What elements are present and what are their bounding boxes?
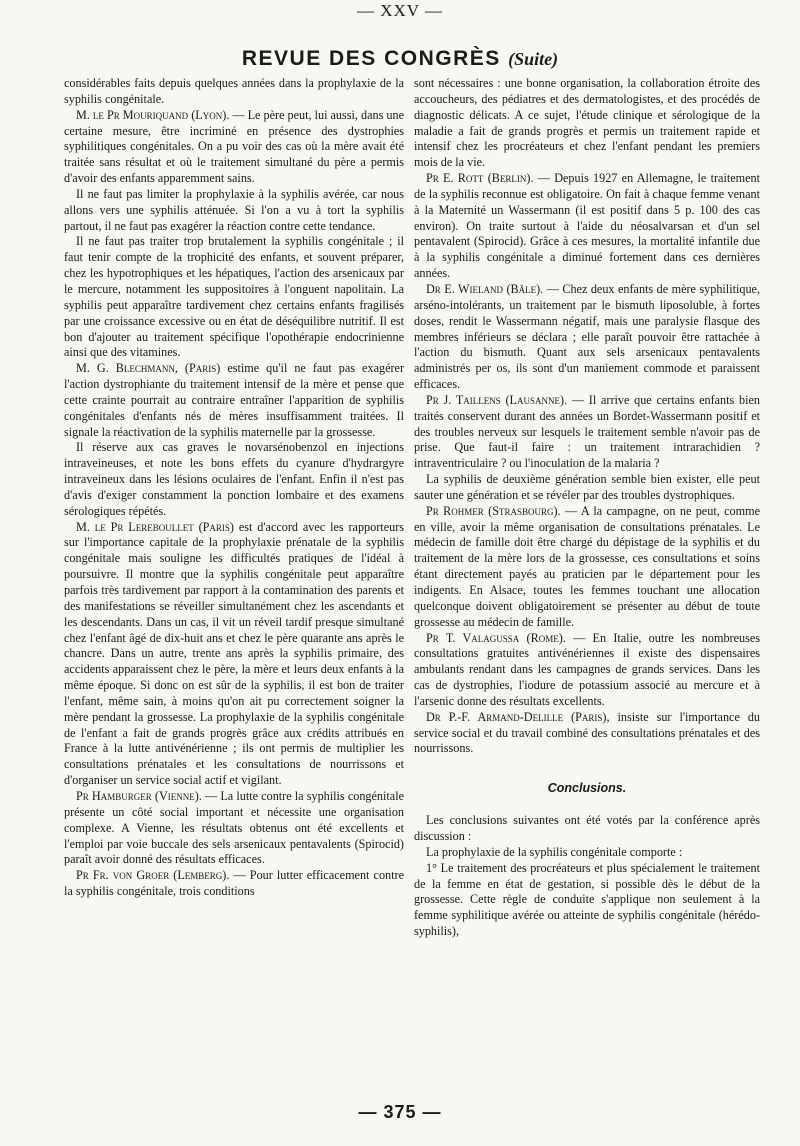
- paragraph: Il ne faut pas traiter trop brutalement la syphilis congénitale ; il faut tenir compte de la trophicité des enfants, et souvent préparer, chez les hypotrophiques et les hépatiques, l'action des arsenicaux par le mercure, notamment les suppositoires à l'onguent napolitain. La syphilis peut apparaître tardivement chez certains enfants fragilisés par une croissance excessive ou en état de déséquilibre nutritif. Il est bon d'ajouter au traitement spécifique l'opothérapie endocrinienne ainsi que des vitamines.: [64, 234, 404, 360]
- paragraph: Pr Fr. von Groer (Lemberg). — Pour lutter efficacement contre la syphilis congénitale, trois conditions: [64, 868, 404, 899]
- paragraph: M. le Pr Lereboullet (Paris) est d'accord avec les rapporteurs sur l'importance capitale de la prophylaxie prénatale de la syphilis congénitale mais souligne les difficultés pratiques de l'idéal à poursuivre. Il montre que la syphilis congénitale peut apparaître parfois très tardivement par rapport à la contamination des parents et des manifestations se réveiller simultanément chez les ascendants et les descendants. Dans un cas, il vit un réveil tardif presque simultané chez l'enfant âgé de dix-huit ans et chez le père quarante ans après le chancre. Dans un autre, trente ans après la syphilis primaire, des accidents apparaissent chez le père, la mère et leurs deux enfants à la même époque. Si donc on est sûr de la syphilis, il est bon de traiter l'enfant, même sain, à moins qu'on ait pu correctement soigner la mère pendant la grossesse. La prophylaxie de la syphilis congénitale de l'enfant a fait de grands progrès grâce aux crédits attribués en France à la lutte antivénérienne ; ils ont permis de multiplier les consultations prénatales et les consultations de nourrissons et d'organiser un service social actif et vigilant.: [64, 519, 404, 788]
- right-column: [414, 76, 760, 940]
- paragraph: Pr T. Valagussa (Rome). — En Italie, outre les nombreuses consultations gratuites antivénériennes il existe des dispensaires ambulants rendant dans les campagnes de grands services. Dans les cas de dystrophies, l'iodure de potassium associé au mercure et à l'arsenic donne des résultats excellents.: [414, 630, 760, 708]
- speaker-name: M. G. Blechmann, (Paris): [76, 361, 221, 376]
- speaker-name: Pr J. Taillens (Lausanne).: [426, 392, 568, 407]
- paragraph: sont nécessaires : une bonne organisation, la collaboration étroite des accoucheurs, des pédiatres et des dermatologistes, et des procédés de diagnostic délicats. A ce sujet, l'étude clinique et sérologique de la maladie a fait de grands progrès et permis un traitement rapide et intensif chez les procréateurs et chez l'enfant pendant les premiers mois de la vie.: [414, 76, 760, 170]
- speaker-name: Dr E. Wieland (Bâle).: [426, 281, 544, 296]
- paragraph: Pr J. Taillens (Lausanne). — Il arrive que certains enfants bien traités conservent durant des années un Bordet-Wassermann positif et des troubles nerveux sur lesquels le traitement semble n'avoir pas de prise. Que faut-il faire : un traitement intrarachidien ? intraventriculaire ? ou l'inoculation de la malaria ?: [414, 392, 761, 471]
- paragraph: M. G. Blechmann, (Paris) estime qu'il ne faut pas exagérer l'action dystrophiante du traitement intensif de la mère et pense que cette crainte pourrait au contraire entraîner l'apparition de syphilis congénitales d'enfants nés de mères insuffisamment traitées. Il signale la réactivation de la syphilis maternelle par la grossesse.: [64, 361, 405, 439]
- title-text: REVUE DES CONGRÈS: [241, 47, 501, 70]
- speaker-name: Pr Hamburger (Vienne).: [76, 788, 202, 803]
- paragraph: M. le Pr Mouriquand (Lyon). — Le père peut, lui aussi, dans une certaine mesure, être incriminé en présence des dystrophies syphilitiques congénitales. On a pu voir des cas où la mère avait été traitée sans résultat et où le traitement simultané du père a permis d'avoir des enfants apparemment sains.: [64, 107, 404, 186]
- paragraph: Dr E. Wieland (Bâle). — Chez deux enfants de mère syphilitique, arséno-intolérants, un traitement par le bismuth liposoluble, à fortes doses, rendit le Wassermann négatif, mais une paralysie flasque des membres inférieurs se déclara ; elle paraît pouvoir être rattachée à l'action du bismuth. Quant aux sels arsenicaux pentavalents administrés per os, ils sont d'un maniement commode et paraissent efficaces.: [414, 281, 761, 392]
- paragraph: Dr P.-F. Armand-Delille (Paris), insiste sur l'importance du service social et du travail combiné des consultations prénatales et des nourrissons.: [414, 709, 761, 756]
- paragraph: Pr Hamburger (Vienne). — La lutte contre la syphilis congénitale présente un côté social important et nécessite une organisation complexe. A Vienne, les résultats obtenus ont été excellents et l'emploi par voie buccale des sels arsenicaux pentavalents (Spirocid) paraît avoir donné des résultats efficaces.: [64, 788, 404, 867]
- speaker-name: Dr P.-F. Armand-Delille (Paris),: [426, 709, 610, 724]
- speaker-name: Pr Fr. von Groer (Lemberg).: [76, 868, 230, 883]
- paragraph: Il ne faut pas limiter la prophylaxie à la syphilis avérée, car nous allons vers une syphilis atténuée. Si l'on a vu à tort la syphilis partout, il ne faut pas exagérer la réaction contre cette tendance.: [64, 186, 404, 233]
- speaker-name: Pr E. Rott (Berlin).: [426, 171, 534, 186]
- paragraph: considérables faits depuis quelques années dans la prophylaxie de la syphilis congénitale.: [64, 76, 404, 106]
- speaker-name: Pr T. Valagussa (Rome).: [426, 630, 566, 645]
- speaker-name: Pr Rohmer (Strasbourg).: [426, 503, 561, 518]
- speaker-name: M. le Pr Mouriquand (Lyon).: [76, 107, 230, 122]
- conclusion-paragraph: Les conclusions suivantes ont été votés par la conférence après discussion :: [414, 813, 760, 843]
- conclusion-paragraph: La prophylaxie de la syphilis congénitale comporte :: [426, 844, 683, 859]
- conclusions-heading: Conclusions.: [547, 781, 627, 796]
- page-number: — 375 —: [358, 1102, 442, 1122]
- page-title: [0, 46, 800, 72]
- speaker-name: M. le Pr Lereboullet (Paris): [76, 519, 234, 534]
- paragraph: La syphilis de deuxième génération semble bien exister, elle peut sauter une génération et se révéler par des troubles dystrophiques.: [414, 472, 760, 502]
- left-column: [64, 76, 404, 900]
- paragraph: Pr Rohmer (Strasbourg). — A la campagne, on ne peut, comme en ville, avoir la même organisation de consultations prénatales. Le médecin de famille doit être chargé du dépistage de la syphilis et du traitement de la mère lors de la grossesse, ces consultations et soins étant directement payés au praticien par le département pour les indigents. En Alsace, toutes les femmes touchant une allocation quelconque doivent obligatoirement se présenter au début de toute grossesse au médecin de famille.: [414, 503, 760, 629]
- paragraph: Il réserve aux cas graves le novarsénobenzol en injections intraveineuses, et note les bons effets du cyanure d'hydrargyre intraveineux dans les lésions oculaires de l'enfant. Enfin il n'est pas d'avis d'exiger constamment la ponction lombaire et des examens sérologiques répétés.: [64, 440, 404, 518]
- paragraph: Pr E. Rott (Berlin). — Depuis 1927 en Allemagne, le traitement de la syphilis reconnue est obligatoire. On fait à chaque femme venant à la Maternité un Wassermann (il est positif dans 5 p. 100 des cas environ). On traite surtout à l'aide du néosalvarsan et d'un sel pentavalent (Spirocid). Grâce à ces mesures, la mortalité infantile due à la syphilis congénitale a diminué fortement dans ces dernières années.: [414, 171, 761, 281]
- conclusion-paragraph: 1° Le traitement des procréateurs et plus spécialement le traitement de la femme en état de gestation, si possible dès le début de la grossesse. Cette règle de conduite s'applique non seulement à la femme syphilitique avérée ou atteinte de syphilis congénitale (hérédo-syphilis),: [414, 860, 760, 939]
- roman-page-numeral: — XXV —: [356, 1, 444, 20]
- title-suffix: (Suite): [508, 49, 559, 69]
